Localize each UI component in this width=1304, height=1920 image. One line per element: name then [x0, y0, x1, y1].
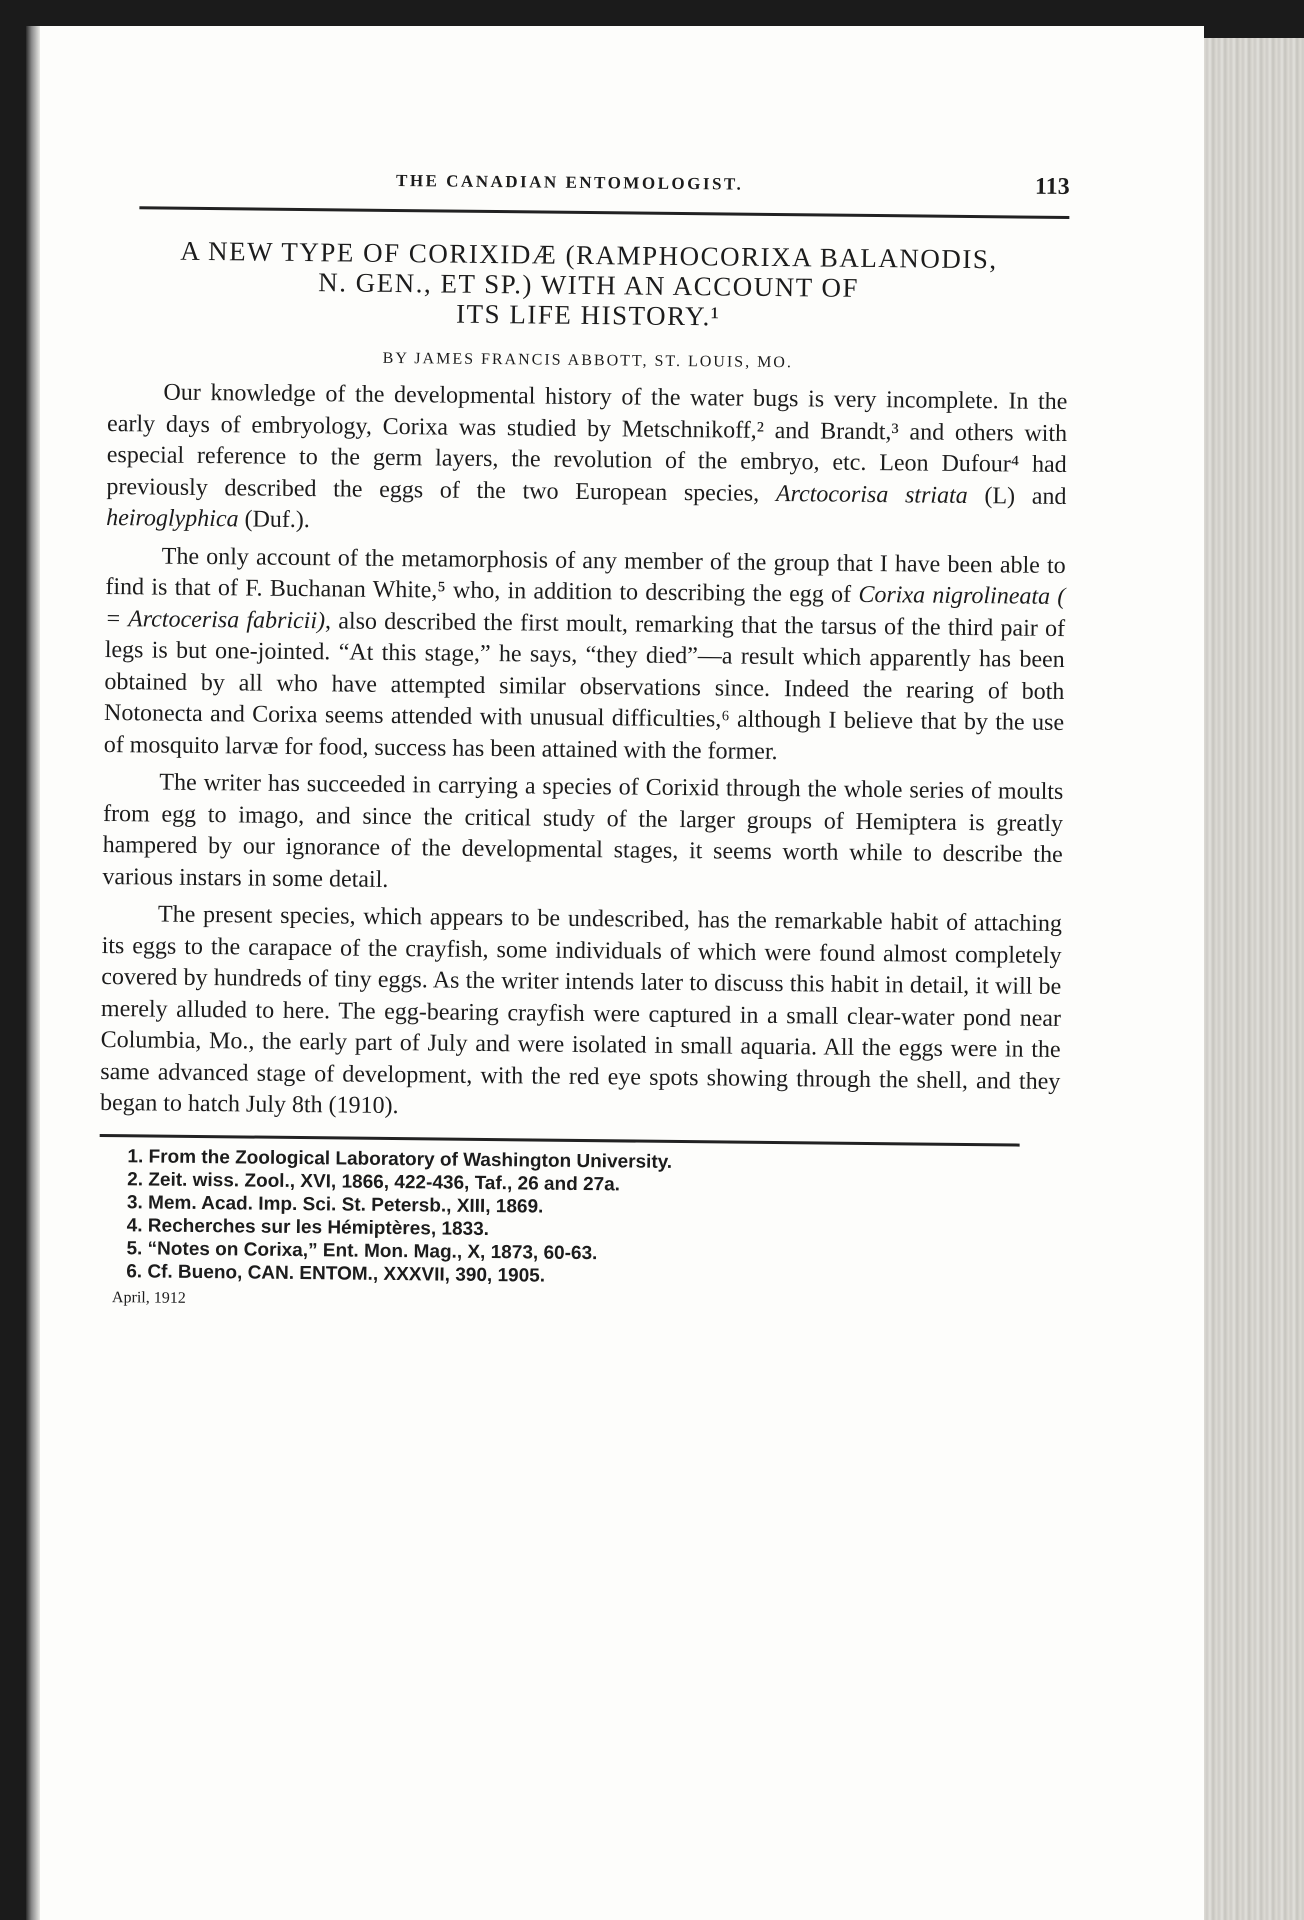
footnote: 6. Cf. Bueno, CAN. ENTOM., XXXVII, 390, 1905. [126, 1260, 546, 1287]
page-content [98, 150, 1070, 1316]
footnote: 5. “Notes on Corixa,” Ent. Mon. Mag., X, 1873, 60-63. [126, 1237, 598, 1264]
footnotes [98, 1144, 1059, 1292]
text-run: Our knowledge of the developmental history of the water bugs is very incomplete. In the early days of embryology, Corixa was studied by Metschnikoff,² and Brandt,³ and others with especial reference to the germ layers, the revolution of the embryo, etc. Leon Dufour⁴ had previously described the eggs of the two European species, [106, 379, 1068, 507]
text-run: The present species, which appears to be undescribed, has the remarkable habit of attaching its eggs to the carapace of the crayfish, some individuals of which were found almost completely covered by hundreds of tiny eggs. As the writer intends later to discuss this habit in detail, it will be merely alluded to here. The egg-bearing crayfish were captured in a small clear-water pond near Columbia, Mo., the early part of July and were isolated in small aquaria. All the eggs were in the same advanced stage of development, with the red eye spots showing through the shell, and they began to hatch July 8th (1910). [99, 901, 1063, 1120]
header-rule [139, 206, 1069, 219]
text-run: The writer has succeeded in carrying a species of Corixid through the whole series of moults from egg to imago, and since the critical study of the larger groups of Hemiptera is greatly hampered by our ignorance of the developmental stages, it seems worth while to describe the various instars in some detail. [102, 769, 1064, 893]
running-head [110, 150, 1070, 202]
text-run: , also described the first moult, remarking that the tarsus of the third pair of legs is but one-jointed. “At this stage,” he says, “they died”—a result which apparently has been obtained by all who have attempted similar observations since. Indeed the rearing of both Notonecta and Corixa seems attended with unusual difficulties,⁶ although I believe that by the use of mosquito larvæ for food, success has been attained with the former. [103, 607, 1066, 765]
footnote: 1. From the Zoological Laboratory of Washington University. [127, 1145, 673, 1173]
page-left-edge [26, 26, 40, 1920]
running-title: THE CANADIAN ENTOMOLOGIST. [395, 170, 744, 194]
byline: BY JAMES FRANCIS ABBOTT, ST. LOUIS, MO. [382, 349, 793, 372]
footnote: 2. Zeit. wiss. Zool., XVI, 1866, 422-436, Taf., 26 and 27a. [127, 1168, 621, 1195]
text-run: (Duf.). [238, 506, 311, 534]
italic-taxon: heiroglyphica [106, 504, 239, 533]
dateline: April, 1912 [111, 1288, 186, 1307]
title-line: N. GEN., ET SP.) WITH AN ACCOUNT OF [318, 267, 860, 303]
body-paragraph [102, 767, 1063, 903]
body-paragraph [100, 899, 1062, 1130]
body-paragraph [104, 540, 1066, 771]
footnote-rule [100, 1133, 1020, 1146]
body-paragraph [106, 377, 1068, 545]
article-body [100, 377, 1068, 1130]
italic-taxon: Arctocorisa striata [775, 480, 968, 509]
page-gutter [1204, 38, 1304, 1920]
text-run: The only account of the metamorphosis of any member of the group that I have been able to find is that of F. Buchanan White,⁵ who, in addition to describing the egg of [105, 543, 1066, 608]
footnote: 3. Mem. Acad. Imp. Sci. St. Petersb., XIII, 1869. [126, 1191, 544, 1218]
article-title [108, 235, 1069, 335]
text-run: (L) and [967, 482, 1067, 510]
title-line: A NEW TYPE OF CORIXIDÆ (RAMPHOCORIXA BALANODIS, [180, 235, 998, 275]
footnote: 4. Recherches sur les Hémiptères, 1833. [126, 1214, 490, 1240]
title-line: ITS LIFE HISTORY.¹ [455, 298, 721, 332]
page-number: 113 [1034, 173, 1070, 201]
italic-taxon: Corixa nigrolineata ( = Arctocerisa fabricii) [104, 581, 1066, 634]
